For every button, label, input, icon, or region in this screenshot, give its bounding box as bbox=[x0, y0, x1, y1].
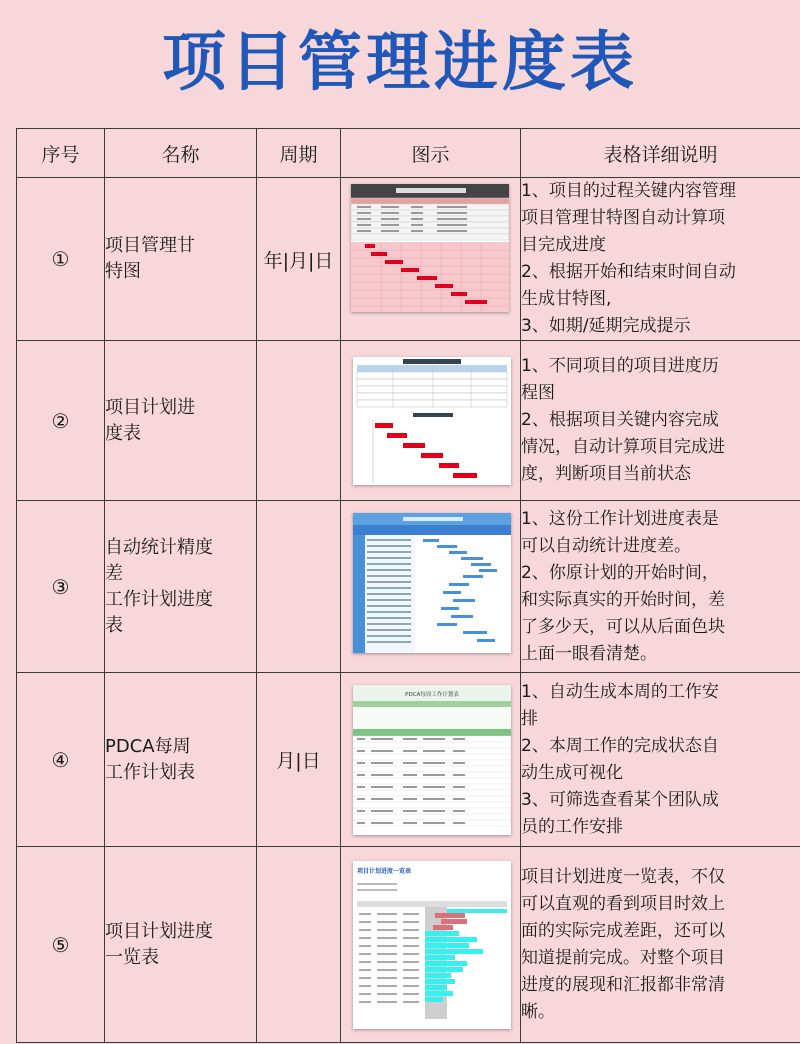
table-row bbox=[17, 341, 800, 501]
desc-line: 动生成可视化 bbox=[521, 762, 623, 783]
desc-line: 员的工作安排 bbox=[521, 816, 623, 837]
desc-line: 排 bbox=[521, 708, 538, 729]
row-illustration bbox=[341, 178, 521, 341]
name-line: 一览表 bbox=[105, 946, 159, 968]
plan-deviation-thumbnail bbox=[353, 513, 511, 653]
row-name bbox=[105, 673, 257, 847]
desc-line: 度，判断项目当前状态 bbox=[521, 464, 691, 484]
name-line: 特图 bbox=[105, 261, 141, 282]
header-name: 名称 bbox=[105, 129, 257, 178]
desc-line: 1、不同项目的项目进度历 bbox=[521, 356, 719, 376]
desc-line: 面的实际完成差距，还可以 bbox=[521, 920, 725, 941]
desc-line: 可以直观的看到项目时效上 bbox=[521, 893, 725, 914]
desc-line: 项目计划进度一览表，不仅 bbox=[521, 866, 725, 887]
header-description: 表格详细说明 bbox=[521, 129, 800, 178]
row-period bbox=[257, 501, 341, 673]
name-line: 表 bbox=[105, 614, 123, 636]
table-row bbox=[17, 501, 800, 673]
name-line: 工作计划表 bbox=[105, 761, 195, 783]
row-illustration bbox=[341, 847, 521, 1043]
thumb-title: 项目计划进度一览表 bbox=[357, 868, 412, 875]
row-illustration bbox=[341, 341, 521, 501]
desc-line: 了多少天，可以从后面色块 bbox=[521, 616, 725, 637]
desc-line: 1、自动生成本周的工作安 bbox=[521, 681, 719, 702]
header-index: 序号 bbox=[17, 129, 105, 178]
row-index: ② bbox=[17, 341, 105, 501]
desc-line: 程图 bbox=[521, 383, 555, 403]
row-period bbox=[257, 847, 341, 1043]
row-description bbox=[521, 501, 800, 673]
row-description bbox=[521, 847, 800, 1043]
header-period: 周期 bbox=[257, 129, 341, 178]
progress-chart-thumbnail bbox=[353, 357, 511, 485]
thumb-title: PDCA每周工作计划表 bbox=[405, 692, 459, 698]
name-line: 项目管理甘 bbox=[105, 235, 195, 256]
desc-line: 知道提前完成。对整个项目 bbox=[521, 947, 725, 968]
desc-line: 可以自动统计进度差。 bbox=[521, 535, 691, 556]
row-description bbox=[521, 178, 800, 341]
desc-line: 2、你原计划的开始时间， bbox=[521, 562, 719, 583]
name-line: 差 bbox=[105, 562, 123, 584]
row-name bbox=[105, 341, 257, 501]
table-row bbox=[17, 673, 800, 847]
page-title: 项目管理进度表 bbox=[162, 26, 638, 100]
desc-line: 生成甘特图, bbox=[521, 289, 612, 309]
desc-line: 目完成进度 bbox=[521, 235, 606, 255]
row-description bbox=[521, 341, 800, 501]
row-index: ① bbox=[17, 178, 105, 341]
desc-line: 2、根据项目关键内容完成 bbox=[521, 410, 719, 430]
row-illustration bbox=[341, 501, 521, 673]
row-period: 年|月|日 bbox=[257, 178, 341, 341]
desc-line: 进度的展现和汇报都非常清 bbox=[521, 974, 725, 995]
desc-line: 3、如期/延期完成提示 bbox=[521, 316, 691, 336]
desc-line: 上面一眼看清楚。 bbox=[521, 643, 657, 664]
pdca-weekly-thumbnail bbox=[353, 685, 511, 835]
row-description bbox=[521, 673, 800, 847]
row-index: ⑤ bbox=[17, 847, 105, 1043]
row-name bbox=[105, 178, 257, 341]
desc-line: 项目管理甘特图自动计算项 bbox=[521, 208, 725, 228]
name-line: PDCA每周 bbox=[105, 735, 191, 757]
table-row bbox=[17, 847, 800, 1043]
table-row bbox=[17, 178, 800, 341]
name-line: 项目计划进 bbox=[105, 396, 195, 418]
desc-line: 情况，自动计算项目完成进 bbox=[521, 437, 725, 457]
gantt-thumbnail bbox=[351, 184, 509, 312]
row-name bbox=[105, 501, 257, 673]
row-period bbox=[257, 341, 341, 501]
desc-line: 1、项目的过程关键内容管理 bbox=[521, 181, 736, 201]
row-index: ③ bbox=[17, 501, 105, 673]
name-line: 项目计划进度 bbox=[105, 920, 213, 942]
name-line: 自动统计精度 bbox=[105, 536, 213, 558]
header-row bbox=[17, 129, 800, 178]
row-period: 月|日 bbox=[257, 673, 341, 847]
overview-thumbnail bbox=[353, 861, 511, 1029]
name-line: 度表 bbox=[105, 422, 141, 444]
schedule-table bbox=[16, 128, 800, 1043]
desc-line: 2、根据开始和结束时间自动 bbox=[521, 262, 736, 282]
row-index: ④ bbox=[17, 673, 105, 847]
desc-line: 2、本周工作的完成状态自 bbox=[521, 735, 719, 756]
desc-line: 3、可筛选查看某个团队成 bbox=[521, 789, 719, 810]
row-illustration bbox=[341, 673, 521, 847]
desc-line: 1、这份工作计划进度表是 bbox=[521, 508, 719, 529]
desc-line: 和实际真实的开始时间，差 bbox=[521, 589, 725, 610]
header-illustration: 图示 bbox=[341, 129, 521, 178]
name-line: 工作计划进度 bbox=[105, 588, 213, 610]
desc-line: 晰。 bbox=[521, 1001, 555, 1022]
row-name bbox=[105, 847, 257, 1043]
